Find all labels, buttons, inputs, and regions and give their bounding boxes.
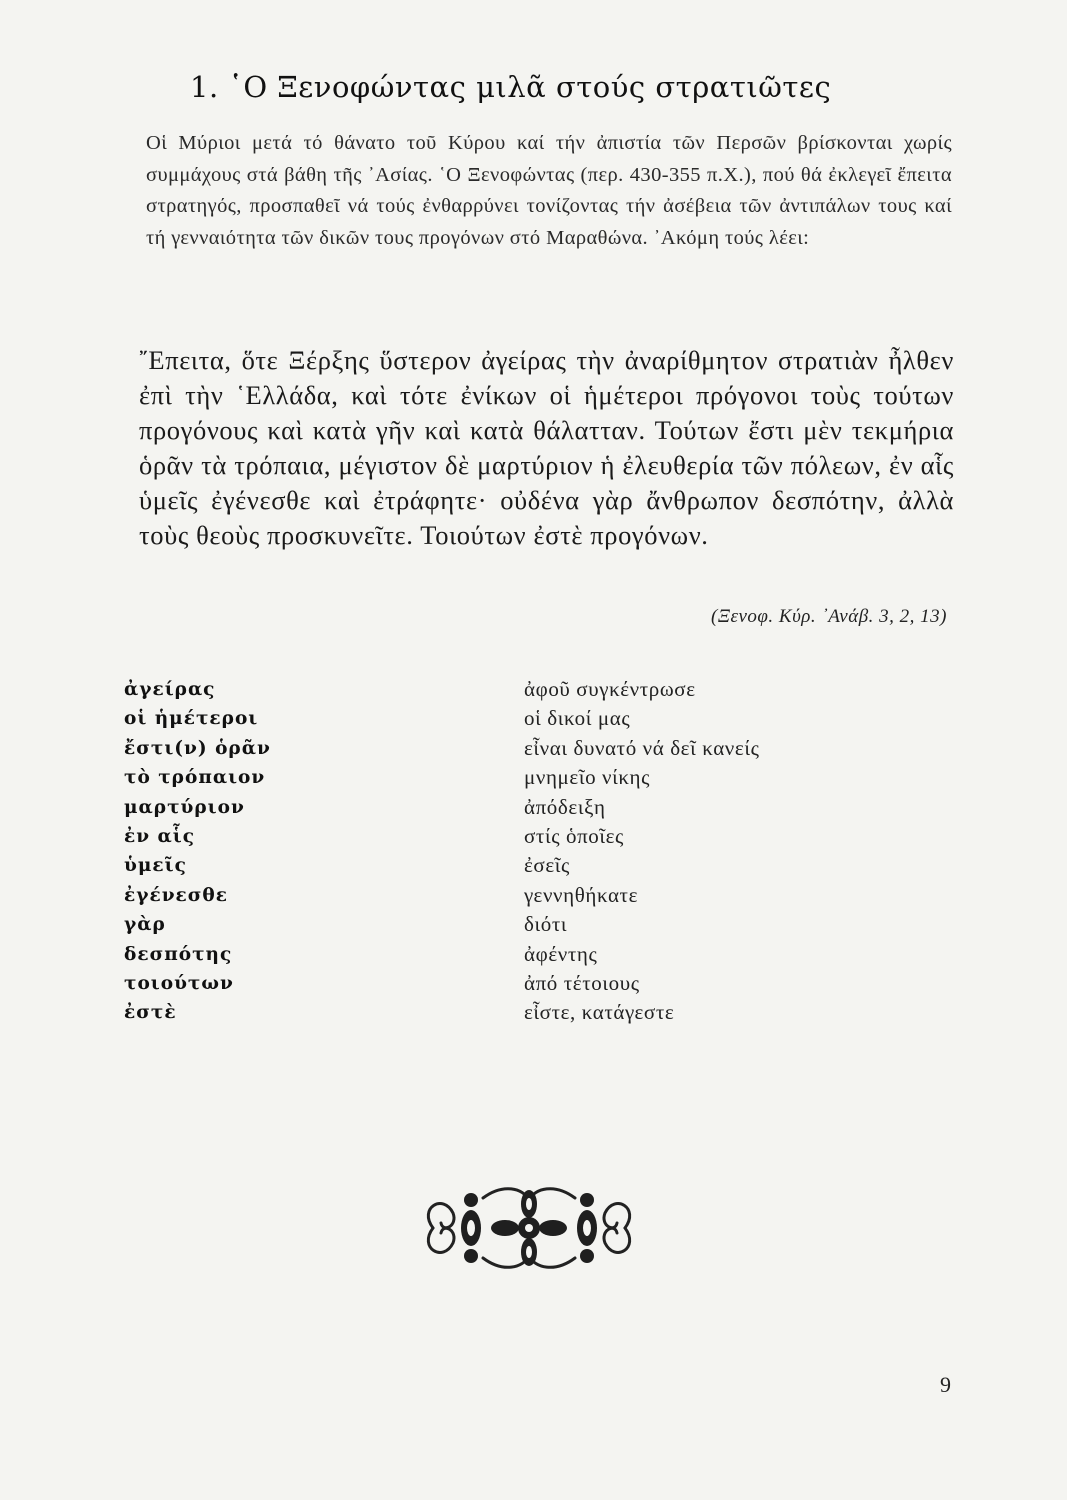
glossary-term: δεσπότης bbox=[124, 943, 233, 965]
glossary-row bbox=[124, 942, 824, 971]
glossary-definition: εἶστε, κατάγεστε bbox=[524, 1000, 675, 1025]
glossary-term: ἐγένεσθε bbox=[124, 884, 229, 906]
glossary-term: ἔστι(ν) ὁρᾶν bbox=[124, 737, 271, 759]
glossary-term: ἐν αἷς bbox=[124, 825, 195, 847]
floral-ornament-icon bbox=[413, 1178, 645, 1278]
glossary-definition: οἱ δικοί μας bbox=[524, 706, 631, 731]
glossary-row bbox=[124, 971, 824, 1000]
glossary-row bbox=[124, 883, 824, 912]
glossary-definition: ἀφέντης bbox=[524, 941, 598, 966]
glossary-definition: ἀφοῦ συγκέντρωσε bbox=[524, 677, 696, 701]
glossary-definition: ἀπόδειξη bbox=[524, 794, 606, 819]
glossary-row bbox=[124, 706, 824, 735]
glossary-term: μαρτύριον bbox=[124, 796, 245, 818]
glossary bbox=[124, 677, 824, 1030]
glossary-definition: ἐσεῖς bbox=[524, 853, 570, 878]
glossary-definition: ἀπό τέτοιους bbox=[524, 970, 640, 995]
glossary-row bbox=[124, 912, 824, 941]
passage-citation: (Ξενοφ. Κύρ. ᾽Ανάβ. 3, 2, 13) bbox=[711, 606, 947, 627]
intro-paragraph: Οἱ Μύριοι μετά τό θάνατο τοῦ Κύρου καί τήν ἀπιστία τῶν Περσῶν βρίσκονται χωρίς συμμάχους στά βάθη τῆς ᾽Ασίας. ῾Ο Ξενοφώντας (περ. 430-355 π.Χ.), πού θά ἐκλεγεῖ ἔπειτα στρατηγός, προσπαθεῖ νά τούς ἐνθαρρύνει τονίζοντας τήν ἀσέβεια τῶν ἀντιπάλων τους καί τή γενναιότητα τῶν δικῶν τους προγόνων στό Μαραθώνα. ᾽Ακόμη τούς λέει: bbox=[146, 132, 952, 249]
glossary-row bbox=[124, 1000, 824, 1029]
glossary-row bbox=[124, 853, 824, 882]
glossary-definition: εἶναι δυνατό νά δεῖ κανείς bbox=[524, 735, 760, 760]
glossary-term: οἱ ἡμέτεροι bbox=[124, 708, 259, 730]
glossary-term: τοιούτων bbox=[124, 972, 234, 994]
glossary-row bbox=[124, 736, 824, 765]
glossary-definition: στίς ὁποῖες bbox=[524, 823, 624, 848]
glossary-row bbox=[124, 824, 824, 853]
glossary-definition: διότι bbox=[524, 912, 568, 937]
glossary-term: τὸ τρόπαιον bbox=[124, 767, 266, 789]
glossary-row bbox=[124, 795, 824, 824]
glossary-term: ἐστὲ bbox=[124, 1002, 177, 1024]
glossary-term: ἀγείρας bbox=[124, 679, 216, 700]
glossary-definition: γεννηθήκατε bbox=[524, 882, 639, 907]
glossary-term: γὰρ bbox=[124, 914, 166, 936]
glossary-row bbox=[124, 765, 824, 794]
page-number: 9 bbox=[940, 1372, 951, 1397]
glossary-term: ὑμεῖς bbox=[124, 855, 187, 877]
chapter-title: 1. ῾Ο Ξενοφώντας μιλᾶ στούς στρατιῶτες bbox=[190, 70, 832, 104]
glossary-row bbox=[124, 677, 824, 706]
ancient-greek-passage: ῎Επειτα, ὅτε Ξέρξης ὕστερον ἀγείρας τὴν ἀναρίθμητον στρατιὰν ἦλθεν ἐπὶ τὴν ῾Ελλάδα, καὶ τότε ἐνίκων οἱ ἡμέτεροι πρόγονοι τοὺς τούτων προγόνους καὶ κατὰ γῆν καὶ κατὰ θάλατταν. Τούτων ἔστι μὲν τεκμήρια ὁρᾶν τὰ τρόπαια, μέγιστον δὲ μαρτύριον ἡ ἐλευθερία τῶν πόλεων, ἐν αἷς ὑμεῖς ἐγένεσθε καὶ ἐτράφητε· οὐδένα γὰρ ἄνθρωπον δεσπότην, ἀλλὰ τοὺς θεοὺς προσκυνεῖτε. Τοιούτων ἐστὲ προγόνων. bbox=[139, 345, 954, 550]
glossary-definition: μνημεῖο νίκης bbox=[524, 765, 651, 790]
